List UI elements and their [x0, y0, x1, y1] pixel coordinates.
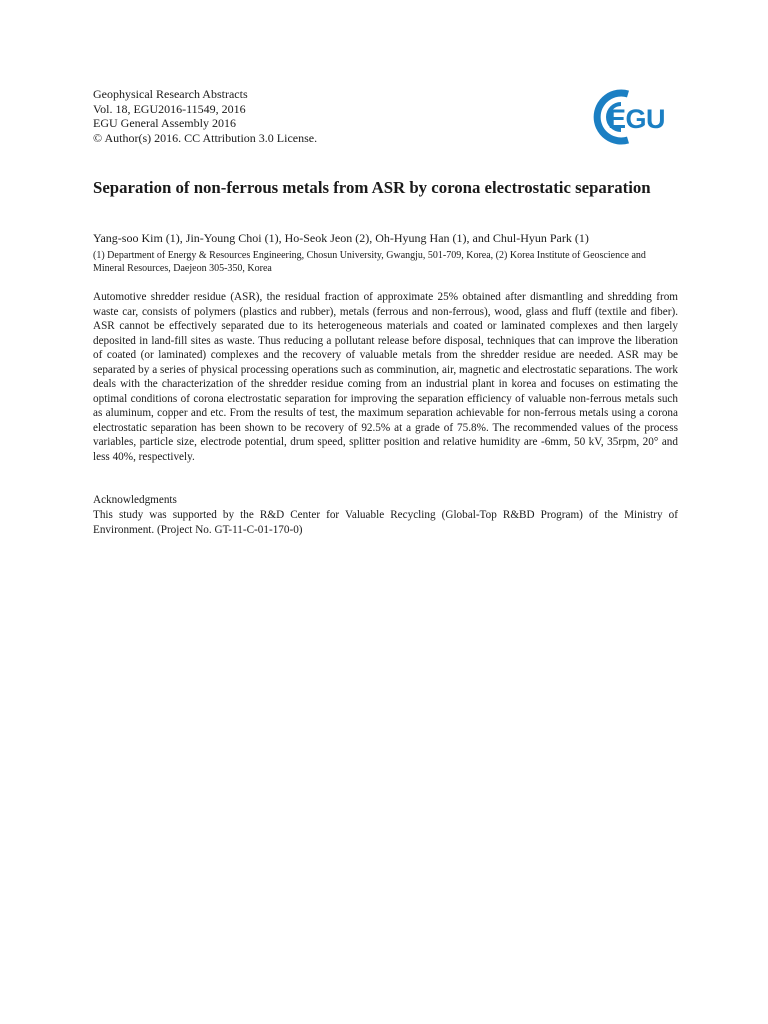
journal-header	[93, 87, 317, 145]
acknowledgments-text: This study was supported by the R&D Center for Valuable Recycling (Global-Top R&BD Program) of the Ministry of Environment. (Project No. GT-11-C-01-170-0)	[93, 509, 678, 536]
journal-name: Geophysical Research Abstracts	[93, 87, 248, 101]
assembly-name: EGU General Assembly 2016	[93, 116, 236, 131]
volume-info: Vol. 18, EGU2016-11549, 2016	[93, 101, 246, 116]
egu-logo	[588, 84, 682, 150]
acknowledgments-heading: Acknowledgments	[93, 494, 177, 506]
paper-title: Separation of non-ferrous metals from ASR by corona electrostatic separation	[93, 178, 651, 197]
egu-logo-text: EGU	[608, 104, 666, 134]
license-line: © Author(s) 2016. CC Attribution 3.0 License.	[93, 130, 318, 145]
abstract-body: Automotive shredder residue (ASR), the residual fraction of approximate 25% obtained after dismantling and shredding from waste car, consists of polymers (plastics and rubber), metals (ferrous and non-ferrous), wood, glass and fluff (textile and fiber). ASR cannot be effectively separated due to its heterogeneous materials and coated or laminated complexes and then largely deposited in land-fill sites as waste. Thus reducing a pollutant release before disposal, techniques that can improve the liberation of coated (or laminated) complexes and the recovery of valuable metals from the shredder residue are needed. ASR may be separated by a series of physical processing operations such as comminution, air, magnetic and electrostatic separations. The work deals with the characterization of the shredder residue coming from an industrial plant in korea and focuses on estimating the optimal conditions of corona electrostatic separation for improving the separation efficiency of valuable non-ferrous metals such as aluminum, copper and etc. From the results of test, the maximum separation achievable for non-ferrous metals using a corona electrostatic separation has been shown to be recovery of 92.5% at a grade of 75.8%. The recommended values of the process variables, particle size, electrode potential, drum speed, splitter position and relative humidity are -6mm, 50 kV, 35rpm, 20° and less 40%, respectively.	[93, 291, 678, 464]
author-list: Yang-soo Kim (1), Jin-Young Choi (1), Ho-Seok Jeon (2), Oh-Hyung Han (1), and Chul-Hyun Park (1)	[93, 231, 589, 245]
affiliations: (1) Department of Energy & Resources Engineering, Chosun University, Gwangju, 501-709, Korea, (2) Korea Institute of Geoscience and Mineral Resources, Daejeon 305-350, Korea	[93, 250, 646, 275]
